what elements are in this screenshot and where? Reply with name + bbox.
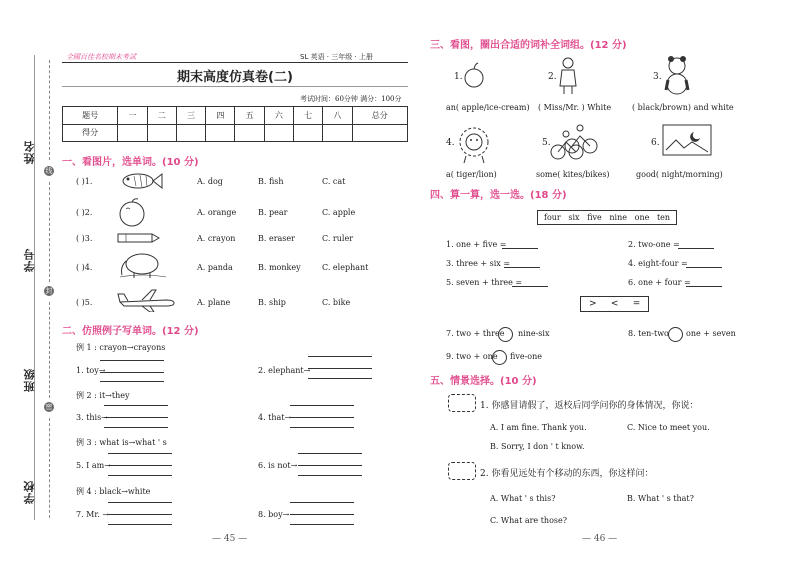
seal-mark-seal: 封 xyxy=(45,287,53,295)
lion-icon xyxy=(454,124,494,164)
s1-q5-b: B. ship xyxy=(258,298,286,307)
s1-q1-c: C. cat xyxy=(322,177,346,186)
s4-q8-left: 8. ten-two xyxy=(628,329,669,338)
score-table xyxy=(62,106,408,142)
score-blank[interactable] xyxy=(352,124,407,142)
seal-mark-secret: 密 xyxy=(45,403,53,411)
score-blank[interactable] xyxy=(118,124,147,142)
s1-q2-b: B. pear xyxy=(258,208,288,217)
s2-q1: 1. toy→ xyxy=(76,366,106,375)
answer-box[interactable] xyxy=(448,394,476,412)
answer-blank[interactable] xyxy=(502,248,538,249)
s5-q2: 2. 你看见远处有个移动的东西，你这样问： xyxy=(480,469,654,479)
binding-sidebar xyxy=(0,0,53,562)
writing-line[interactable] xyxy=(290,417,354,418)
section1-title: 一、看图片，选单词。(10 分) xyxy=(62,157,199,168)
writing-line[interactable] xyxy=(108,453,172,454)
s1-q2-a: A. orange xyxy=(197,208,237,217)
s2-q4: 4. that→ xyxy=(258,413,292,422)
header-slogan: 全國百佳名校期末考試 xyxy=(66,53,136,61)
s1-q3-num: ( )3. xyxy=(76,234,93,243)
section2-title: 二、仿照例子写单词。(12 分) xyxy=(62,326,199,337)
plane-icon xyxy=(116,286,178,312)
s1-q5-c: C. bike xyxy=(322,298,351,307)
s1-q4-c: C. elephant xyxy=(322,263,369,272)
score-cell: 题号 xyxy=(63,107,118,125)
example-2: 例 2 : it→they xyxy=(76,391,130,400)
fish-icon xyxy=(116,170,164,192)
word-bank-box: four six five nine one ten xyxy=(537,210,677,225)
cut-line xyxy=(49,60,50,160)
s3-q6-text: good( night/morning) xyxy=(636,170,723,179)
writing-line[interactable] xyxy=(290,524,354,525)
writing-line[interactable] xyxy=(308,368,372,369)
score-blank[interactable] xyxy=(235,124,264,142)
s5-q2-c: C. What are those? xyxy=(490,516,568,525)
orange-icon xyxy=(116,197,150,227)
s1-q5-a: A. plane xyxy=(197,298,231,307)
s1-q1-num: ( )1. xyxy=(76,177,93,186)
writing-line[interactable] xyxy=(104,417,168,418)
score-cell: 八 xyxy=(323,107,352,125)
score-row-label: 得分 xyxy=(63,124,118,142)
writing-line[interactable] xyxy=(298,453,362,454)
s3-q4-text: a( tiger/lion) xyxy=(446,170,497,179)
symbol-box: > < = xyxy=(580,296,649,312)
writing-line[interactable] xyxy=(298,475,362,476)
s1-q5-num: ( )5. xyxy=(76,298,93,307)
writing-line[interactable] xyxy=(100,381,164,382)
s3-q2-text: ( Miss/Mr. ) White xyxy=(538,103,612,112)
s1-q3-b: B. eraser xyxy=(258,234,295,243)
s5-q1: 1. 你感冒请假了，返校后同学问你的身体情况，你说： xyxy=(480,401,699,411)
s2-q6: 6. is not→ xyxy=(258,461,298,470)
s1-q3-a: A. crayon xyxy=(197,234,236,243)
s5-q2-b: B. What ' s that? xyxy=(627,494,694,503)
name-label: 姓名 xyxy=(23,140,36,164)
answer-blank[interactable] xyxy=(686,267,722,268)
s1-q1-a: A. dog xyxy=(197,177,223,186)
exam-title: 期末高度仿真卷(二) xyxy=(177,70,293,85)
cut-line xyxy=(49,418,50,518)
night-scene-icon xyxy=(662,124,712,156)
writing-line[interactable] xyxy=(290,514,354,515)
writing-line[interactable] xyxy=(108,465,172,466)
s5-q2-a: A. What ' s this? xyxy=(490,494,556,503)
apple-icon xyxy=(462,60,486,90)
answer-blank[interactable] xyxy=(512,286,548,287)
s2-q3: 3. this→ xyxy=(76,413,108,422)
elephant-icon xyxy=(116,249,168,279)
answer-box[interactable] xyxy=(448,462,476,480)
compare-circle[interactable] xyxy=(668,327,683,342)
compare-circle[interactable] xyxy=(498,327,513,342)
class-label: 班级 xyxy=(23,368,36,392)
page-number-right: — 46 — xyxy=(582,534,618,544)
score-cell: 六 xyxy=(264,107,293,125)
writing-line[interactable] xyxy=(108,514,172,515)
s4-q7-right: nine-six xyxy=(518,329,550,338)
school-label: 学校 xyxy=(23,480,36,504)
header-subject-info: SL 英语 · 三年级 · 上册 xyxy=(300,53,373,61)
score-cell: 总分 xyxy=(352,107,407,125)
writing-line[interactable] xyxy=(290,405,354,406)
s3-q5-num: 5. xyxy=(542,138,551,148)
section5-title: 五、情景选择。(10 分) xyxy=(430,376,537,387)
s4-q7-left: 7. two + three xyxy=(446,329,505,338)
s3-q4-num: 4. xyxy=(446,138,455,148)
id-label: 学号 xyxy=(23,248,36,272)
score-blank[interactable] xyxy=(323,124,352,142)
s5-q1-c: C. Nice to meet you. xyxy=(627,423,710,432)
s1-q4-b: B. monkey xyxy=(258,263,301,272)
example-1: 例 1 : crayon→crayons xyxy=(76,343,166,352)
exam-info: 考试时间：60分钟 满分：100分 xyxy=(300,95,402,103)
s4-q8-right: one + seven xyxy=(686,329,736,338)
s4-q3: 3. three + six = xyxy=(446,259,511,268)
crayon-icon xyxy=(116,231,160,245)
writing-line[interactable] xyxy=(100,360,164,361)
writing-line[interactable] xyxy=(308,356,372,357)
writing-line[interactable] xyxy=(290,427,354,428)
s1-q2-c: C. apple xyxy=(322,208,356,217)
s3-q2-num: 2. xyxy=(548,72,557,82)
writing-line[interactable] xyxy=(108,475,172,476)
writing-line[interactable] xyxy=(290,502,354,503)
s2-q5: 5. I am→ xyxy=(76,461,111,470)
answer-blank[interactable] xyxy=(678,248,714,249)
teacher-icon xyxy=(556,56,582,96)
s4-q6: 6. one + four = xyxy=(628,278,691,287)
s5-q1-a: A. I am fine. Thank you. xyxy=(490,423,587,432)
score-cell: 七 xyxy=(294,107,323,125)
s3-q1-text: an( apple/ice-cream) xyxy=(446,103,530,112)
s1-q4-a: A. panda xyxy=(197,263,233,272)
score-blank[interactable] xyxy=(206,124,235,142)
score-blank[interactable] xyxy=(264,124,293,142)
panda-icon xyxy=(662,54,692,96)
page-number-left: — 45 — xyxy=(212,534,248,544)
compare-circle[interactable] xyxy=(492,350,507,365)
s4-q4: 4. eight-four = xyxy=(628,259,688,268)
writing-line[interactable] xyxy=(104,427,168,428)
s2-q8: 8. boy→ xyxy=(258,510,290,519)
s4-q9-left: 9. two + one xyxy=(446,352,498,361)
score-blank[interactable] xyxy=(176,124,205,142)
section4-title: 四、算一算，选一选。(18 分) xyxy=(430,190,567,201)
score-cell: 一 xyxy=(118,107,147,125)
sidebar-rule xyxy=(34,55,35,520)
s1-q2-num: ( )2. xyxy=(76,208,93,217)
writing-line[interactable] xyxy=(108,502,172,503)
writing-line[interactable] xyxy=(104,405,168,406)
example-4: 例 4 : black→white xyxy=(76,487,151,496)
bikes-icon xyxy=(548,120,598,164)
cut-line xyxy=(49,182,50,282)
s3-q5-text: some( kites/bikes) xyxy=(536,170,610,179)
answer-blank[interactable] xyxy=(686,286,722,287)
s2-q2: 2. elephant→ xyxy=(258,366,311,375)
s3-q3-num: 3. xyxy=(653,72,662,82)
example-3: 例 3 : what is→what ' s xyxy=(76,438,167,447)
s5-q1-b: B. Sorry, I don ' t know. xyxy=(490,442,585,451)
writing-line[interactable] xyxy=(298,465,362,466)
score-cell: 四 xyxy=(206,107,235,125)
writing-line[interactable] xyxy=(100,372,164,373)
header-rule xyxy=(62,62,408,63)
cut-line xyxy=(49,302,50,398)
s4-q9-right: five-one xyxy=(510,352,542,361)
s4-q2: 2. two-one = xyxy=(628,240,680,249)
s4-q5: 5. seven + three = xyxy=(446,278,523,287)
seal-mark-line: 线 xyxy=(45,167,53,175)
writing-line[interactable] xyxy=(108,524,172,525)
answer-blank[interactable] xyxy=(504,267,540,268)
writing-line[interactable] xyxy=(308,378,372,379)
s1-q1-b: B. fish xyxy=(258,177,284,186)
s3-q6-num: 6. xyxy=(651,138,660,148)
score-cell: 三 xyxy=(176,107,205,125)
s3-q3-text: ( black/brown) and white xyxy=(632,103,734,112)
title-bar xyxy=(62,66,408,87)
s3-q1-num: 1. xyxy=(454,72,463,82)
score-cell: 二 xyxy=(147,107,176,125)
score-cell: 五 xyxy=(235,107,264,125)
s4-q1: 1. one + five = xyxy=(446,240,507,249)
section3-title: 三、看图，圈出合适的词补全词组。(12 分) xyxy=(430,40,627,51)
s2-q7: 7. Mr. → xyxy=(76,510,110,519)
s1-q4-num: ( )4. xyxy=(76,263,93,272)
score-blank[interactable] xyxy=(294,124,323,142)
score-blank[interactable] xyxy=(147,124,176,142)
s1-q3-c: C. ruler xyxy=(322,234,354,243)
